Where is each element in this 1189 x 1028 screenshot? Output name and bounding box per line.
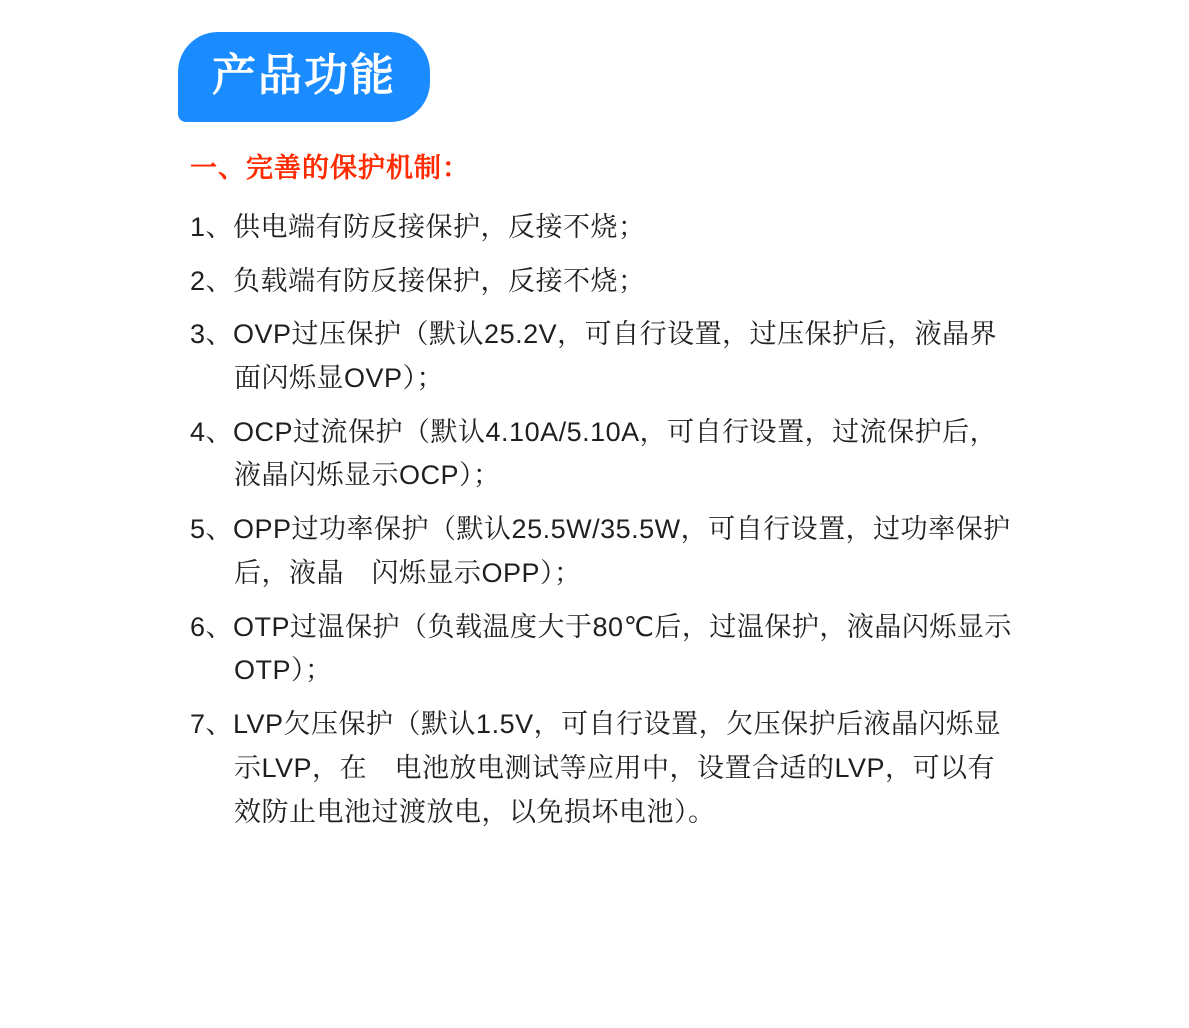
feature-item-6-text: OTP过温保护（负载温度大于80℃后，过温保护，液晶闪烁显示OTP）； xyxy=(233,611,1012,686)
section-heading: 一、完善的保护机制： xyxy=(190,153,470,183)
feature-item-6 xyxy=(190,606,1020,693)
page-title-badge: 产品功能 xyxy=(178,32,430,122)
feature-item-7 xyxy=(190,703,1020,834)
feature-item-5-text: OPP过功率保护（默认25.5W/35.5W，可自行设置，过功率保护后，液晶 闪烁显示OPP）； xyxy=(233,514,1011,588)
feature-item-3-text: OVP过压保护（默认25.2V，可自行设置，过压保护后，液晶界面闪烁显OVP）； xyxy=(233,319,998,393)
feature-item-1 xyxy=(190,206,1020,250)
feature-item-2-text: 负载端有防反接保护，反接不烧； xyxy=(233,265,646,296)
feature-item-7-text: LVP欠压保护（默认1.5V，可自行设置，欠压保护后液晶闪烁显示LVP，在 电池放电测试等应用中，设置合适的LVP，可以有效防止电池过渡放电，以免损坏电池）。 xyxy=(233,709,1002,827)
feature-item-4-number: 4、 xyxy=(190,416,234,447)
feature-item-2 xyxy=(190,260,1020,304)
feature-item-1-text: 供电端有防反接保护，反接不烧； xyxy=(233,211,646,242)
feature-item-2-number: 2、 xyxy=(190,265,234,296)
feature-item-7-number: 7、 xyxy=(190,709,234,740)
feature-item-3 xyxy=(190,313,1020,400)
feature-item-4 xyxy=(190,411,1020,498)
feature-item-5 xyxy=(190,508,1020,595)
feature-item-1-number: 1、 xyxy=(190,211,234,242)
feature-item-5-number: 5、 xyxy=(190,514,234,545)
feature-item-3-number: 3、 xyxy=(190,319,234,350)
features-content xyxy=(190,150,1020,844)
feature-item-6-number: 6、 xyxy=(190,611,234,642)
feature-item-4-text: OCP过流保护（默认4.10A/5.10A，可自行设置，过流保护后，液晶闪烁显示OCP）； xyxy=(233,416,998,491)
